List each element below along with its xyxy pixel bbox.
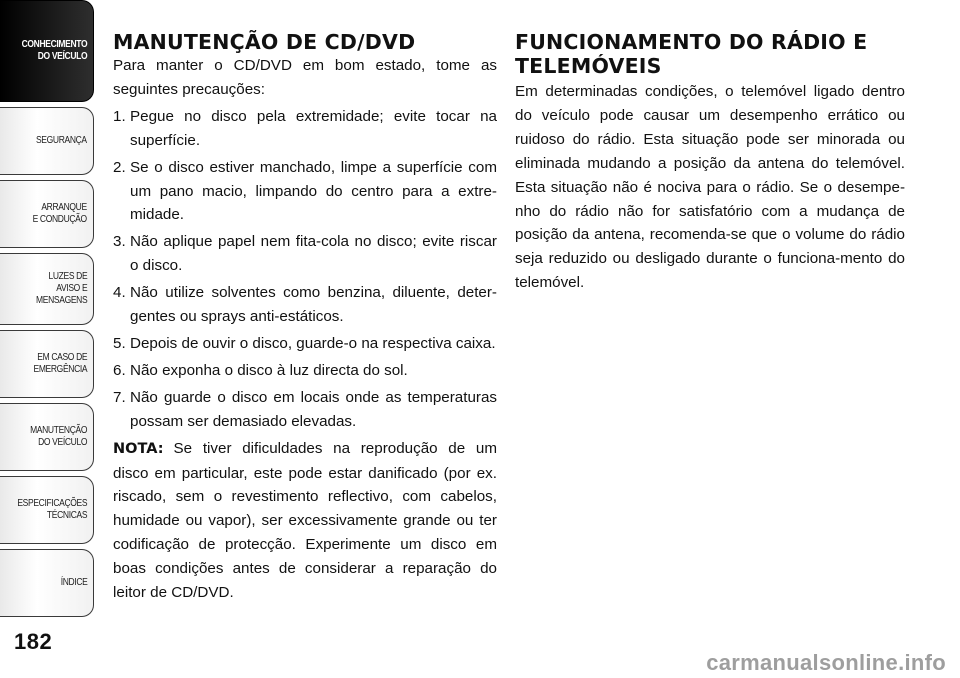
section-heading: MANUTENÇÃO DE CD/DVD <box>113 30 416 54</box>
item-number: 5. <box>113 334 126 352</box>
tab-label: LUZES DE AVISO E MENSAGENS <box>35 271 87 306</box>
list-item <box>113 230 497 278</box>
section-heading: FUNCIONAMENTO DO RÁDIO E TELEMÓVEIS <box>515 30 868 78</box>
list-item <box>113 105 497 153</box>
tab-label: CONHECIMENTO DO VEÍCULO <box>21 39 87 62</box>
list-item <box>113 156 497 228</box>
tab-label: EM CASO DE EMERGÊNCIA <box>33 352 87 375</box>
item-text: Não aplique papel nem fita-cola no disco; evite riscar o disco. <box>130 233 497 275</box>
tab-label: SEGURANÇA <box>36 135 87 146</box>
item-text: Não guarde o disco em locais onde as temperaturas possam ser demasiado elevadas. <box>130 388 497 430</box>
cd-dvd-maintenance-section <box>113 30 497 605</box>
tab-arranque-e-conducao[interactable] <box>0 180 94 248</box>
page-number: 182 <box>14 629 53 654</box>
radio-mobile-section <box>515 30 905 295</box>
tab-luzes-de-aviso[interactable] <box>0 253 94 325</box>
body-paragraph: Em determinadas condições, o telemóvel ligado dentro do veículo pode causar um desempenho errático ou ruidoso do rádio. Esta situação pode ser minorada ou eliminada mudando a posição da antena do telemóvel. Esta situação não é nociva para o rádio. Se o desempe-nho do rádio não for satisfatório com a mudança de posição da antena, recomenda-se que o volume do rádio seja reduzido ou desligado durante o funciona-mento do telemóvel. <box>515 83 905 292</box>
item-text: Não utilize solventes como benzina, diluente, deter-gentes ou sprays anti-estáticos. <box>130 284 497 326</box>
tab-seguranca[interactable] <box>0 107 94 175</box>
tab-conhecimento-do-veiculo[interactable] <box>0 0 94 102</box>
item-text: Pegue no disco pela extremidade; evite tocar na superfície. <box>130 107 497 149</box>
note-paragraph <box>113 437 497 605</box>
item-number: 6. <box>113 361 126 379</box>
precautions-list <box>113 105 497 434</box>
item-number: 1. <box>113 107 126 125</box>
list-item <box>113 386 497 434</box>
tab-especificacoes-tecnicas[interactable] <box>0 476 94 544</box>
list-item <box>113 281 497 329</box>
item-text: Depois de ouvir o disco, guarde-o na respectiva caixa. <box>130 334 496 352</box>
list-item <box>113 332 497 356</box>
item-text: Não exponha o disco à luz directa do sol. <box>130 361 408 379</box>
note-label: NOTA: <box>113 440 164 457</box>
tab-label: ARRANQUE E CONDUÇÃO <box>32 202 87 225</box>
list-item <box>113 359 497 383</box>
intro-paragraph: Para manter o CD/DVD em bom estado, tome as seguintes precauções: <box>113 57 497 98</box>
tab-indice[interactable] <box>0 549 94 617</box>
item-number: 4. <box>113 284 126 302</box>
item-text: Se o disco estiver manchado, limpe a superfície com um pano macio, limpando do centro para a extre-midade. <box>130 158 497 224</box>
note-text: Se tiver dificuldades na reprodução de um disco em particular, este pode estar danificado (por ex. riscado, sem o revestimento reflectivo, com cabelos, humidade ou vapor), ser excessivamente grande ou ter codificação de protecção. Experimente um disco em boas condições antes de considerar a reparação do leitor de CD/DVD. <box>113 439 497 602</box>
tab-manutencao-do-veiculo[interactable] <box>0 403 94 471</box>
watermark: carmanualsonline.info <box>706 650 946 675</box>
item-number: 7. <box>113 388 126 406</box>
tab-em-caso-de-emergencia[interactable] <box>0 330 94 398</box>
tab-label: ÍNDICE <box>60 577 87 588</box>
tab-label: MANUTENÇÃO DO VEÍCULO <box>29 425 87 448</box>
item-number: 3. <box>113 233 126 251</box>
tab-label: ESPECIFICAÇÕES TÉCNICAS <box>17 498 87 521</box>
item-number: 2. <box>113 158 126 176</box>
